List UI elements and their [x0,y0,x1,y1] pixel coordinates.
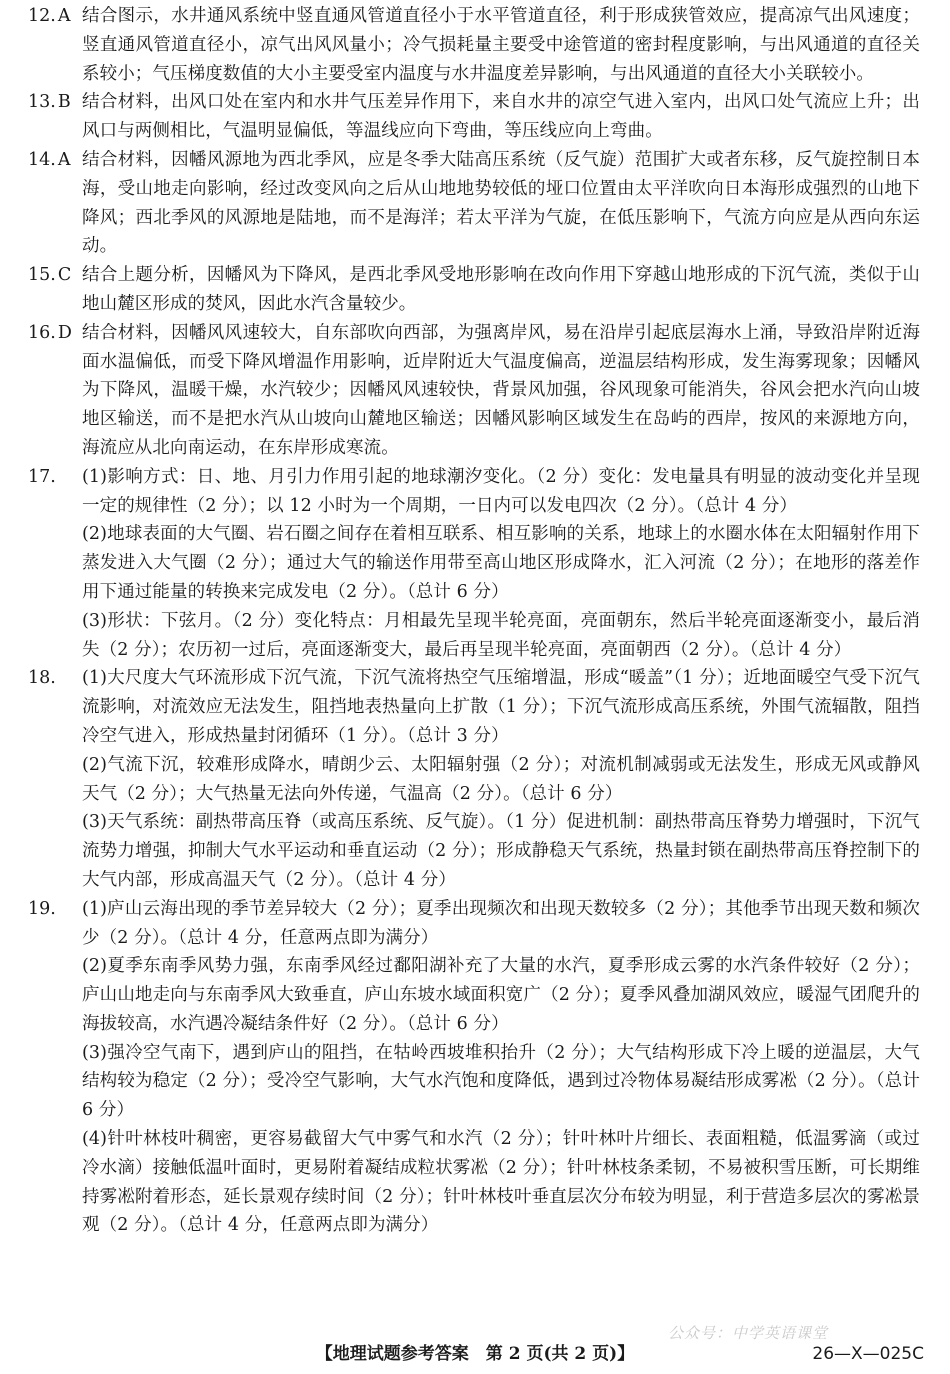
answer-item [28,146,920,261]
explanation-paragraph: (1)大尺度大气环流形成下沉气流，下沉气流将热空气压缩增温，形成“暖盖”（1 分）；近地面暖空气受下沉气流影响，对流效应无法发生，阻挡地表热量向上扩散（1 分）；下沉气流形成高压系统，外围气流辐散，阻挡冷空气进入，形成热量封闭循环（1 分）。（总计 3 分） [82,668,920,746]
explanation-paragraph: (2)气流下沉，较难形成降水，晴朗少云、太阳辐射强（2 分）；对流机制减弱或无法发生，形成无风或静风天气（2 分）；大气热量无法向外传递，气温高（2 分）。（总计 6 分） [82,754,920,804]
question-num-label: 12. [28,6,56,26]
explanation-paragraph: (3)形状：下弦月。（2 分）变化特点：月相最先呈现半轮亮面，亮面朝东，然后半轮亮面逐渐变小，最后消失（2 分）；农历初一过后，亮面逐渐变大，最后再呈现半轮亮面，亮面朝西（2 分）。（总计 4 分） [82,610,920,660]
answer-item [28,2,920,88]
answer-item [28,88,920,146]
answer-explanation [82,261,920,319]
explanation-paragraph: 结合材料，因幡风风速较大，自东部吹向西部，为强离岸风，易在沿岸引起底层海水上涌，导致沿岸附近海面水温偏低，而受下降风增温作用影响，近岸附近大气温度偏高，逆温层结构形成，发生海雾现象；因幡风为下降风，温暖干燥，水汽较少；因幡风风速较快，背景风加强，谷风现象可能消失，谷风会把水汽向山坡地区输送，而不是把水汽从山坡向山麓地区输送；因幡风影响区域发生在岛屿的西岸，按风的来源地方向，海流应从北向南运动，在东岸形成寒流。 [82,322,920,458]
choice-answer: A [57,149,71,170]
question-number [28,319,80,348]
answer-explanation [82,895,920,1241]
explanation-paragraph: (3)天气系统：副热带高压脊（或高压系统、反气旋）。（1 分）促进机制：副热带高压脊势力增强时，下沉气流势力增强，抑制大气水平运动和垂直运动（2 分）；形成静稳天气系统，热量封锁在副热带高压脊控制下的大气内部，形成高温天气（2 分）。（总计 4 分） [82,812,920,890]
explanation-paragraph: (3)强冷空气南下，遇到庐山的阻挡，在牯岭西坡堆积抬升（2 分）；大气结构形成下冷上暖的逆温层，大气结构较为稳定（2 分）；受冷空气影响，大气水汽饱和度降低，遇到过冷物体易凝结形成雾凇（2 分）。（总计 6 分） [82,1042,920,1121]
explanation-paragraph: 结合材料，出风口处在室内和水井气压差异作用下，来自水井的凉空气进入室内，出风口处气流应上升；出风口与两侧相比，气温明显偏低，等温线应向下弯曲，等压线应向上弯曲。 [82,92,920,142]
answer-explanation [82,146,920,261]
explanation-paragraph: (1)影响方式：日、地、月引力作用引起的地球潮汐变化。（2 分）变化：发电量具有明显的波动变化并呈现一定的规律性（2 分）；以 12 小时为一个周期，一日内可以发电四次（2 分）。（总计 4 分） [82,466,920,516]
explanation-paragraph: (2)夏季东南季风势力强，东南季风经过鄱阳湖补充了大量的水汽，夏季形成云雾的水汽条件较好（2 分）；庐山山地走向与东南季风大致垂直，庐山东坡水域面积宽广（2 分）；夏季风叠加湖风效应，暖湿气团爬升的海拔较高，水汽遇冷凝结条件好（2 分）。（总计 6 分） [82,956,920,1034]
answer-explanation [82,463,920,665]
question-num-label: 13. [28,92,56,113]
question-number [28,463,80,492]
explanation-paragraph: 结合上题分析，因幡风为下降风，是西北季风受地形影响在改向作用下穿越山地形成的下沉气流，类似于山地山麓区形成的焚风，因此水汽含量较少。 [82,265,920,314]
question-num-label: 19. [28,898,56,919]
question-num-label: 18. [28,668,56,689]
explanation-paragraph: (4)针叶林枝叶稠密，更容易截留大气中雾气和水汽（2 分）；针叶林叶片细长、表面粗糙，低温雾滴（或过冷水滴）接触低温叶面时，更易附着凝结成粒状雾凇（2 分）；针叶林枝条柔韧，不易被积雪压断，可长期维持雾凇附着形态，延长景观存续时间（2 分）；针叶林枝叶垂直层次分布较为明显，利于营造多层次的雾凇景观（2 分）。（总计 4 分，任意两点即为满分） [82,1129,920,1236]
explanation-paragraph: (1)庐山云海出现的季节差异较大（2 分）；夏季出现频次和出现天数较多（2 分）；其他季节出现天数和频次少（2 分）。（总计 4 分，任意两点即为满分） [82,898,920,948]
question-number [28,261,80,290]
question-num-label: 15. [28,265,56,286]
choice-answer: C [57,265,72,286]
answer-list [28,2,920,1240]
paper-code: 26—X—025C [812,1344,924,1364]
explanation-paragraph: 结合图示，水井通风系统中竖直通风管道直径小于水平管道直径，利于形成狭管效应，提高凉气出风速度；竖直通风管道直径小，凉气出风风量小；冷气损耗量主要受中途管道的密封程度影响，与出风通道的直径关系较小；气压梯度数值的大小主要受室内温度与水井温度差异影响，与出风通道的直径大小关联较小。 [82,6,920,84]
page-footer-title: 【地理试题参考答案 第 2 页(共 2 页)】 [315,1344,635,1364]
answer-explanation [82,664,920,894]
answer-explanation [82,319,920,463]
answer-item [28,463,920,665]
answer-explanation [82,2,920,88]
question-number [28,895,80,924]
answer-item [28,319,920,463]
question-number [28,2,80,31]
answer-item [28,895,920,1241]
question-num-label: 16. [28,322,56,343]
choice-answer: D [57,322,72,343]
question-number [28,664,80,693]
answer-item [28,261,920,319]
question-number [28,88,80,117]
explanation-paragraph: (2)地球表面的大气圈、岩石圈之间存在着相互联系、相互影响的关系，地球上的水圈水体在太阳辐射作用下蒸发进入大气圈（2 分）；通过大气的输送作用带至高山地区形成降水，汇入河流（2 分）；在地形的落差作用下通过能量的转换来完成发电（2 分）。（总计 6 分） [82,524,920,602]
explanation-paragraph: 结合材料，因幡风源地为西北季风，应是冬季大陆高压系统（反气旋）范围扩大或者东移，反气旋控制日本海，受山地走向影响，经过改变风向之后从山地地势较低的垭口位置由太平洋吹向日本海形成强烈的山地下降风；西北季风的风源地是陆地，而不是海洋；若太平洋为气旋，在低压影响下，气流方向应是从西向东运动。 [82,149,920,257]
question-num-label: 14. [28,149,56,170]
watermark: 公众号：中学英语课堂 [668,1324,829,1342]
choice-answer: B [57,92,71,113]
answer-explanation [82,88,920,146]
choice-answer: A [57,6,71,26]
question-number [28,146,80,175]
answer-item [28,664,920,894]
question-num-label: 17. [28,466,56,487]
